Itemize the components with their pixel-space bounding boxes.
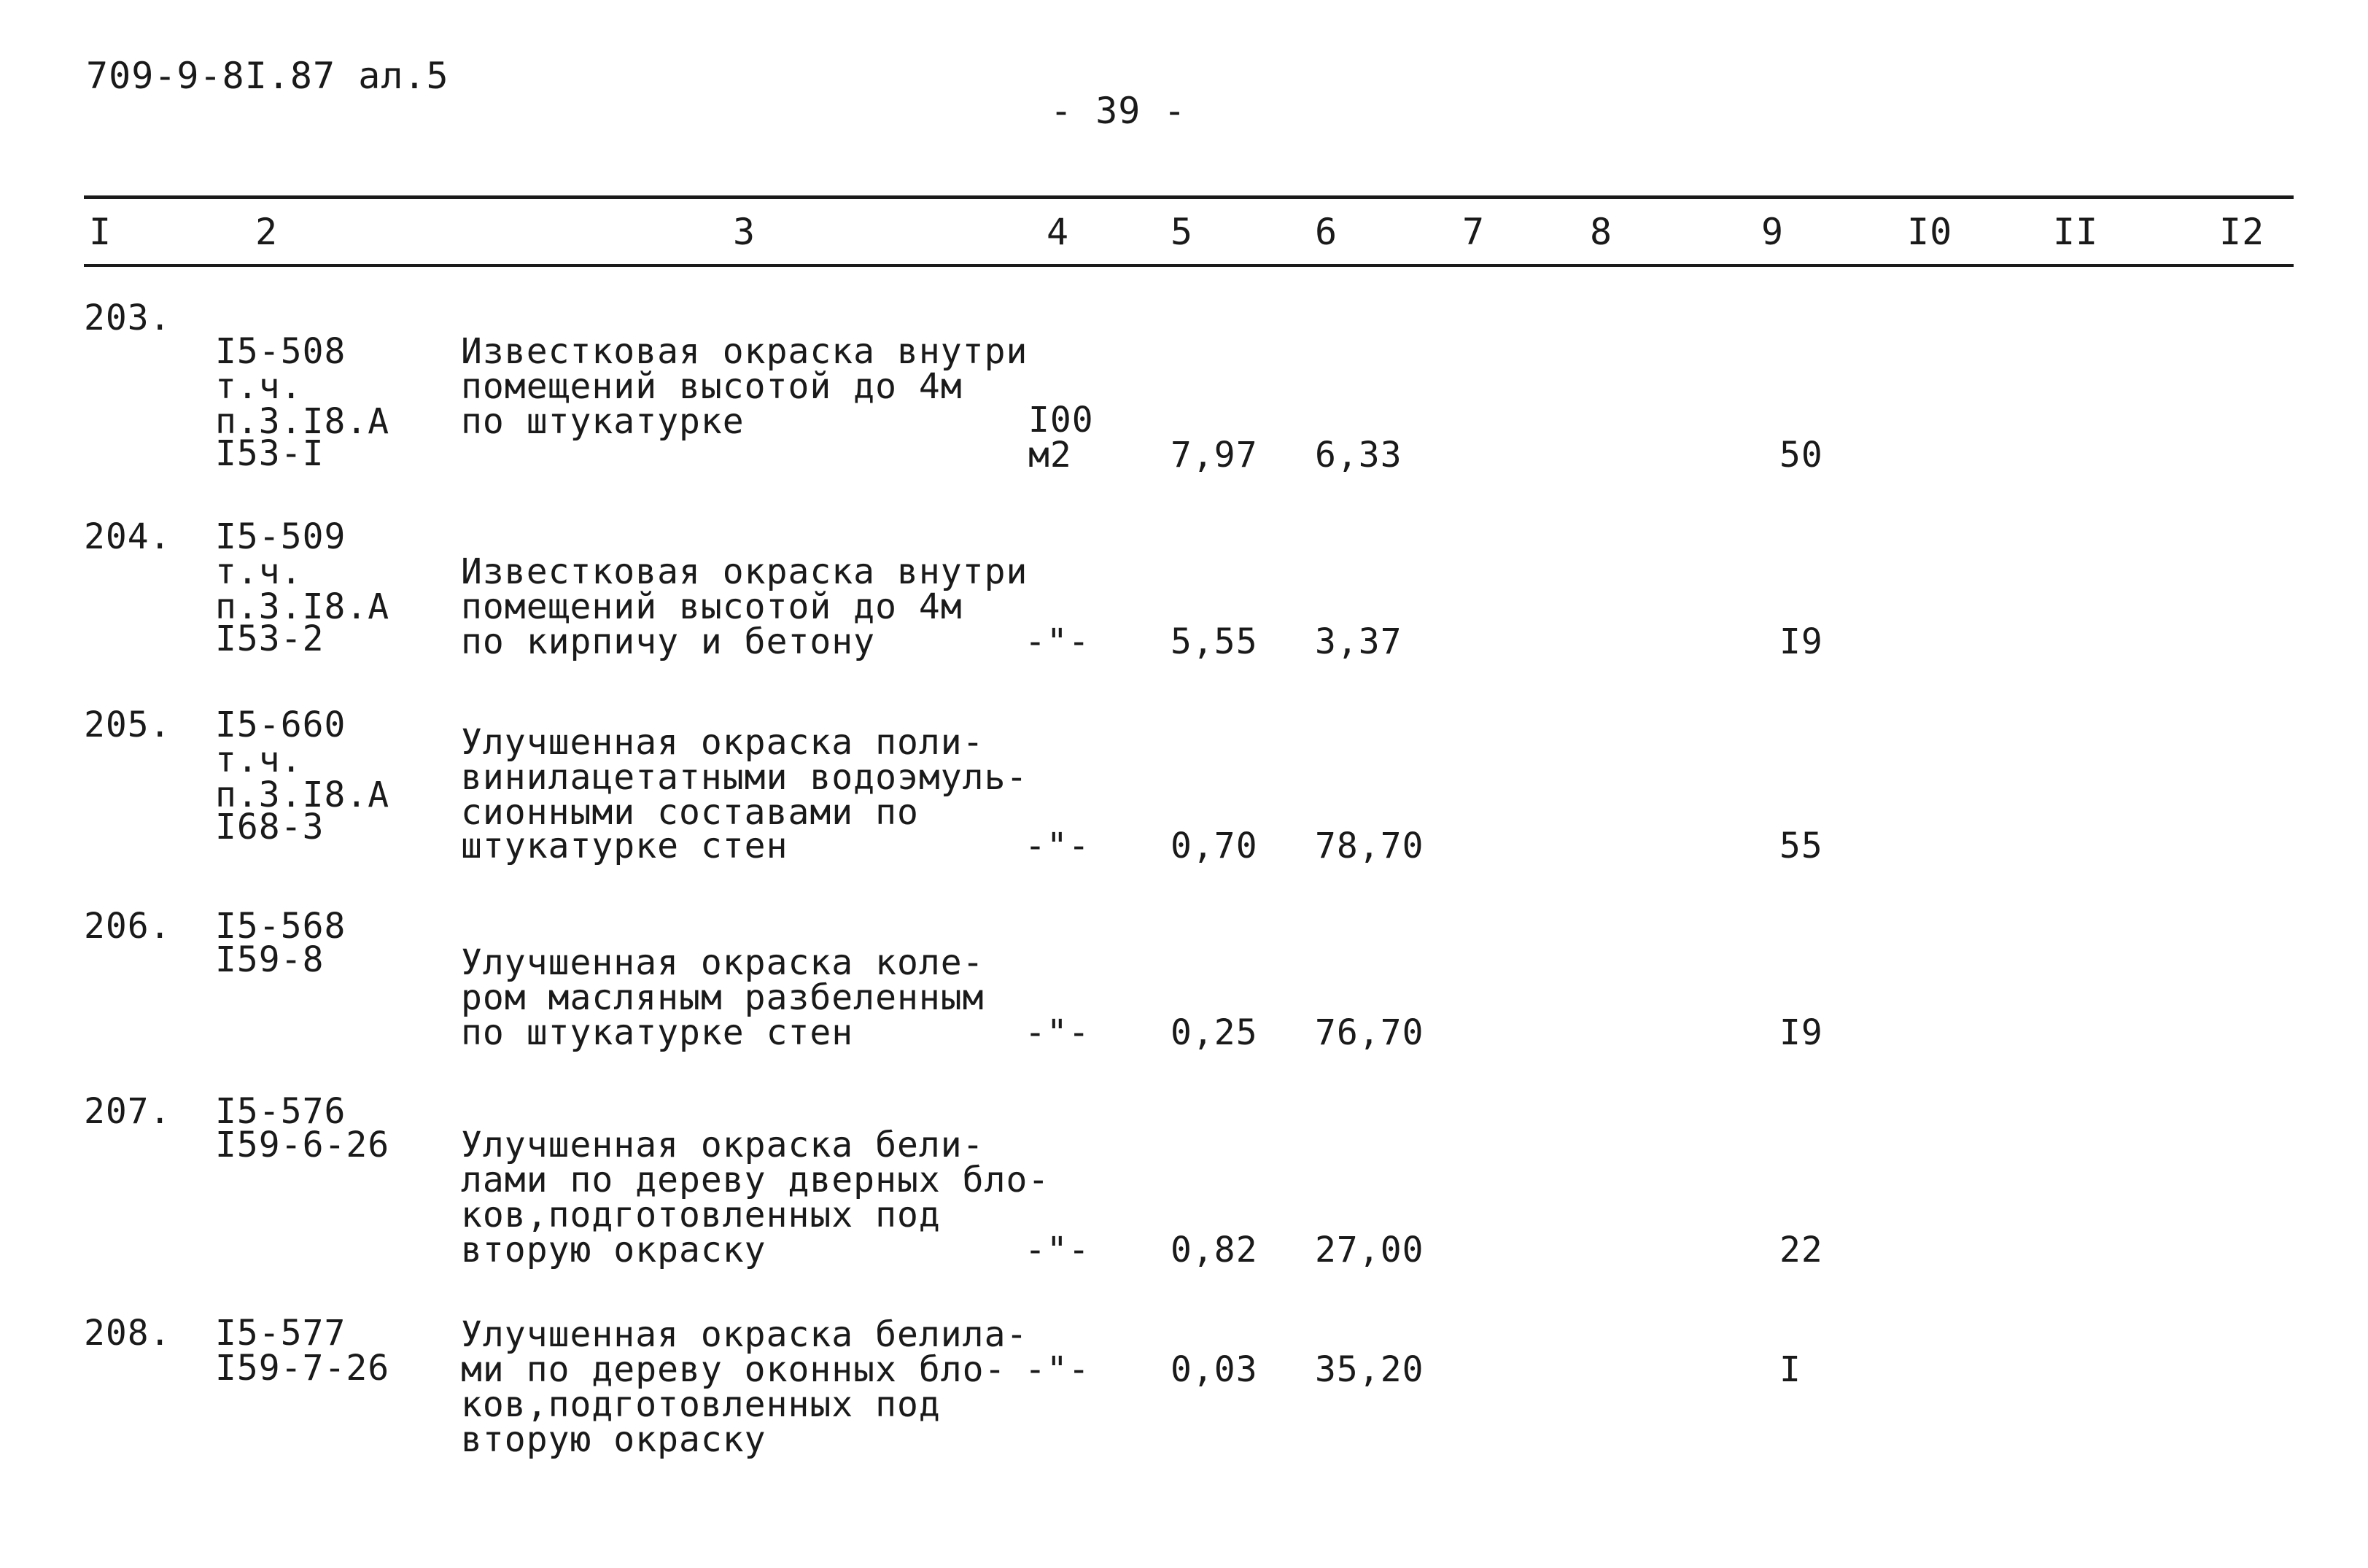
row-description: Известковая окраска внутри <box>461 551 1028 592</box>
column-header: 7 <box>1462 211 1486 253</box>
row-col6-value: 35,20 <box>1315 1349 1424 1390</box>
column-header: I <box>89 211 112 253</box>
row-unit: -"- <box>1025 621 1090 662</box>
header-bottom-rule <box>84 264 2294 267</box>
row-description: ром масляным разбеленным <box>461 977 985 1018</box>
row-description: вторую окраску <box>461 1419 766 1460</box>
row-number: 205. <box>84 705 171 745</box>
row-description: ков,подготовленных под <box>461 1195 941 1235</box>
row-unit: -"- <box>1025 826 1090 866</box>
row-col5-value: 0,03 <box>1171 1349 1258 1390</box>
column-header: 2 <box>255 211 279 253</box>
row-number: 207. <box>84 1091 171 1132</box>
row-number: 208. <box>84 1313 171 1354</box>
row-unit: -"- <box>1025 1349 1090 1390</box>
row-col6-value: 27,00 <box>1315 1230 1424 1270</box>
row-reference: т.ч. <box>215 740 303 780</box>
column-header: I0 <box>1907 211 1953 253</box>
row-col5-value: 0,82 <box>1171 1230 1258 1270</box>
row-description: штукатурке стен <box>461 826 788 866</box>
row-col9-value: 22 <box>1779 1230 1823 1270</box>
row-reference: т.ч. <box>215 366 303 407</box>
row-number: 203. <box>84 298 171 338</box>
row-reference: I59-7-26 <box>215 1348 390 1389</box>
row-number: 204. <box>84 516 171 557</box>
row-reference: п.3.I8.А <box>215 401 390 442</box>
row-col5-value: 7,97 <box>1171 435 1258 476</box>
row-description: помещений высотой до 4м <box>461 366 963 407</box>
row-reference: I5-509 <box>215 516 346 557</box>
row-reference: т.ч. <box>215 551 303 592</box>
row-description: Улучшенная окраска белила- <box>461 1314 1028 1355</box>
column-header: 4 <box>1047 211 1070 253</box>
column-header: 3 <box>733 211 756 253</box>
row-reference: I5-508 <box>215 331 346 372</box>
row-description: винилацетатными водоэмуль- <box>461 757 1028 798</box>
page-number: - 39 - <box>1050 90 1187 132</box>
row-description: сионными составами по <box>461 792 919 833</box>
row-reference: I59-8 <box>215 939 325 980</box>
row-col9-value: I <box>1779 1349 1801 1390</box>
document-code: 709-9-8I.87 ал.5 <box>86 55 449 97</box>
row-reference: п.3.I8.А <box>215 586 390 627</box>
row-description: Улучшенная окраска коле- <box>461 942 985 983</box>
row-reference: п.3.I8.А <box>215 775 390 815</box>
row-col5-value: 0,25 <box>1171 1012 1258 1053</box>
column-header: 8 <box>1590 211 1613 253</box>
row-number: 206. <box>84 906 171 947</box>
row-description: по штукатурке <box>461 401 745 442</box>
row-description: Известковая окраска внутри <box>461 331 1028 372</box>
row-reference: I53-2 <box>215 618 325 659</box>
column-header: 5 <box>1171 211 1194 253</box>
row-col9-value: 50 <box>1779 435 1823 476</box>
row-unit: -"- <box>1025 1230 1090 1270</box>
row-description: ков,подготовленных под <box>461 1384 941 1425</box>
row-col9-value: I9 <box>1779 1012 1823 1053</box>
row-col9-value: 55 <box>1779 826 1823 866</box>
table-top-rule <box>84 195 2294 199</box>
row-col5-value: 5,55 <box>1171 621 1258 662</box>
row-unit: -"- <box>1025 1012 1090 1053</box>
row-description: Улучшенная окраска поли- <box>461 722 985 763</box>
row-reference: I5-577 <box>215 1313 346 1354</box>
row-reference: I59-6-26 <box>215 1125 390 1165</box>
row-col6-value: 6,33 <box>1315 435 1402 476</box>
row-col9-value: I9 <box>1779 621 1823 662</box>
row-description: помещений высотой до 4м <box>461 586 963 627</box>
row-description: по штукатурке стен <box>461 1012 854 1053</box>
row-col5-value: 0,70 <box>1171 826 1258 866</box>
row-description: вторую окраску <box>461 1230 766 1270</box>
row-description: ми по дереву оконных бло- <box>461 1349 1006 1390</box>
column-header: 9 <box>1761 211 1785 253</box>
row-col6-value: 78,70 <box>1315 826 1424 866</box>
column-header: 6 <box>1315 211 1338 253</box>
row-description: Улучшенная окраска бели- <box>461 1125 985 1165</box>
column-header: II <box>2053 211 2099 253</box>
row-col6-value: 76,70 <box>1315 1012 1424 1053</box>
row-reference: I5-576 <box>215 1091 346 1132</box>
row-col6-value: 3,37 <box>1315 621 1402 662</box>
row-reference: I53-I <box>215 433 325 474</box>
row-reference: I5-660 <box>215 705 346 745</box>
row-reference: I68-3 <box>215 807 325 847</box>
column-header: I2 <box>2219 211 2265 253</box>
row-unit: I00 <box>1028 400 1094 440</box>
row-description: по кирпичу и бетону <box>461 621 876 662</box>
row-description: лами по дереву дверных бло- <box>461 1160 1050 1200</box>
row-unit: м2 <box>1028 435 1072 476</box>
row-reference: I5-568 <box>215 906 346 947</box>
